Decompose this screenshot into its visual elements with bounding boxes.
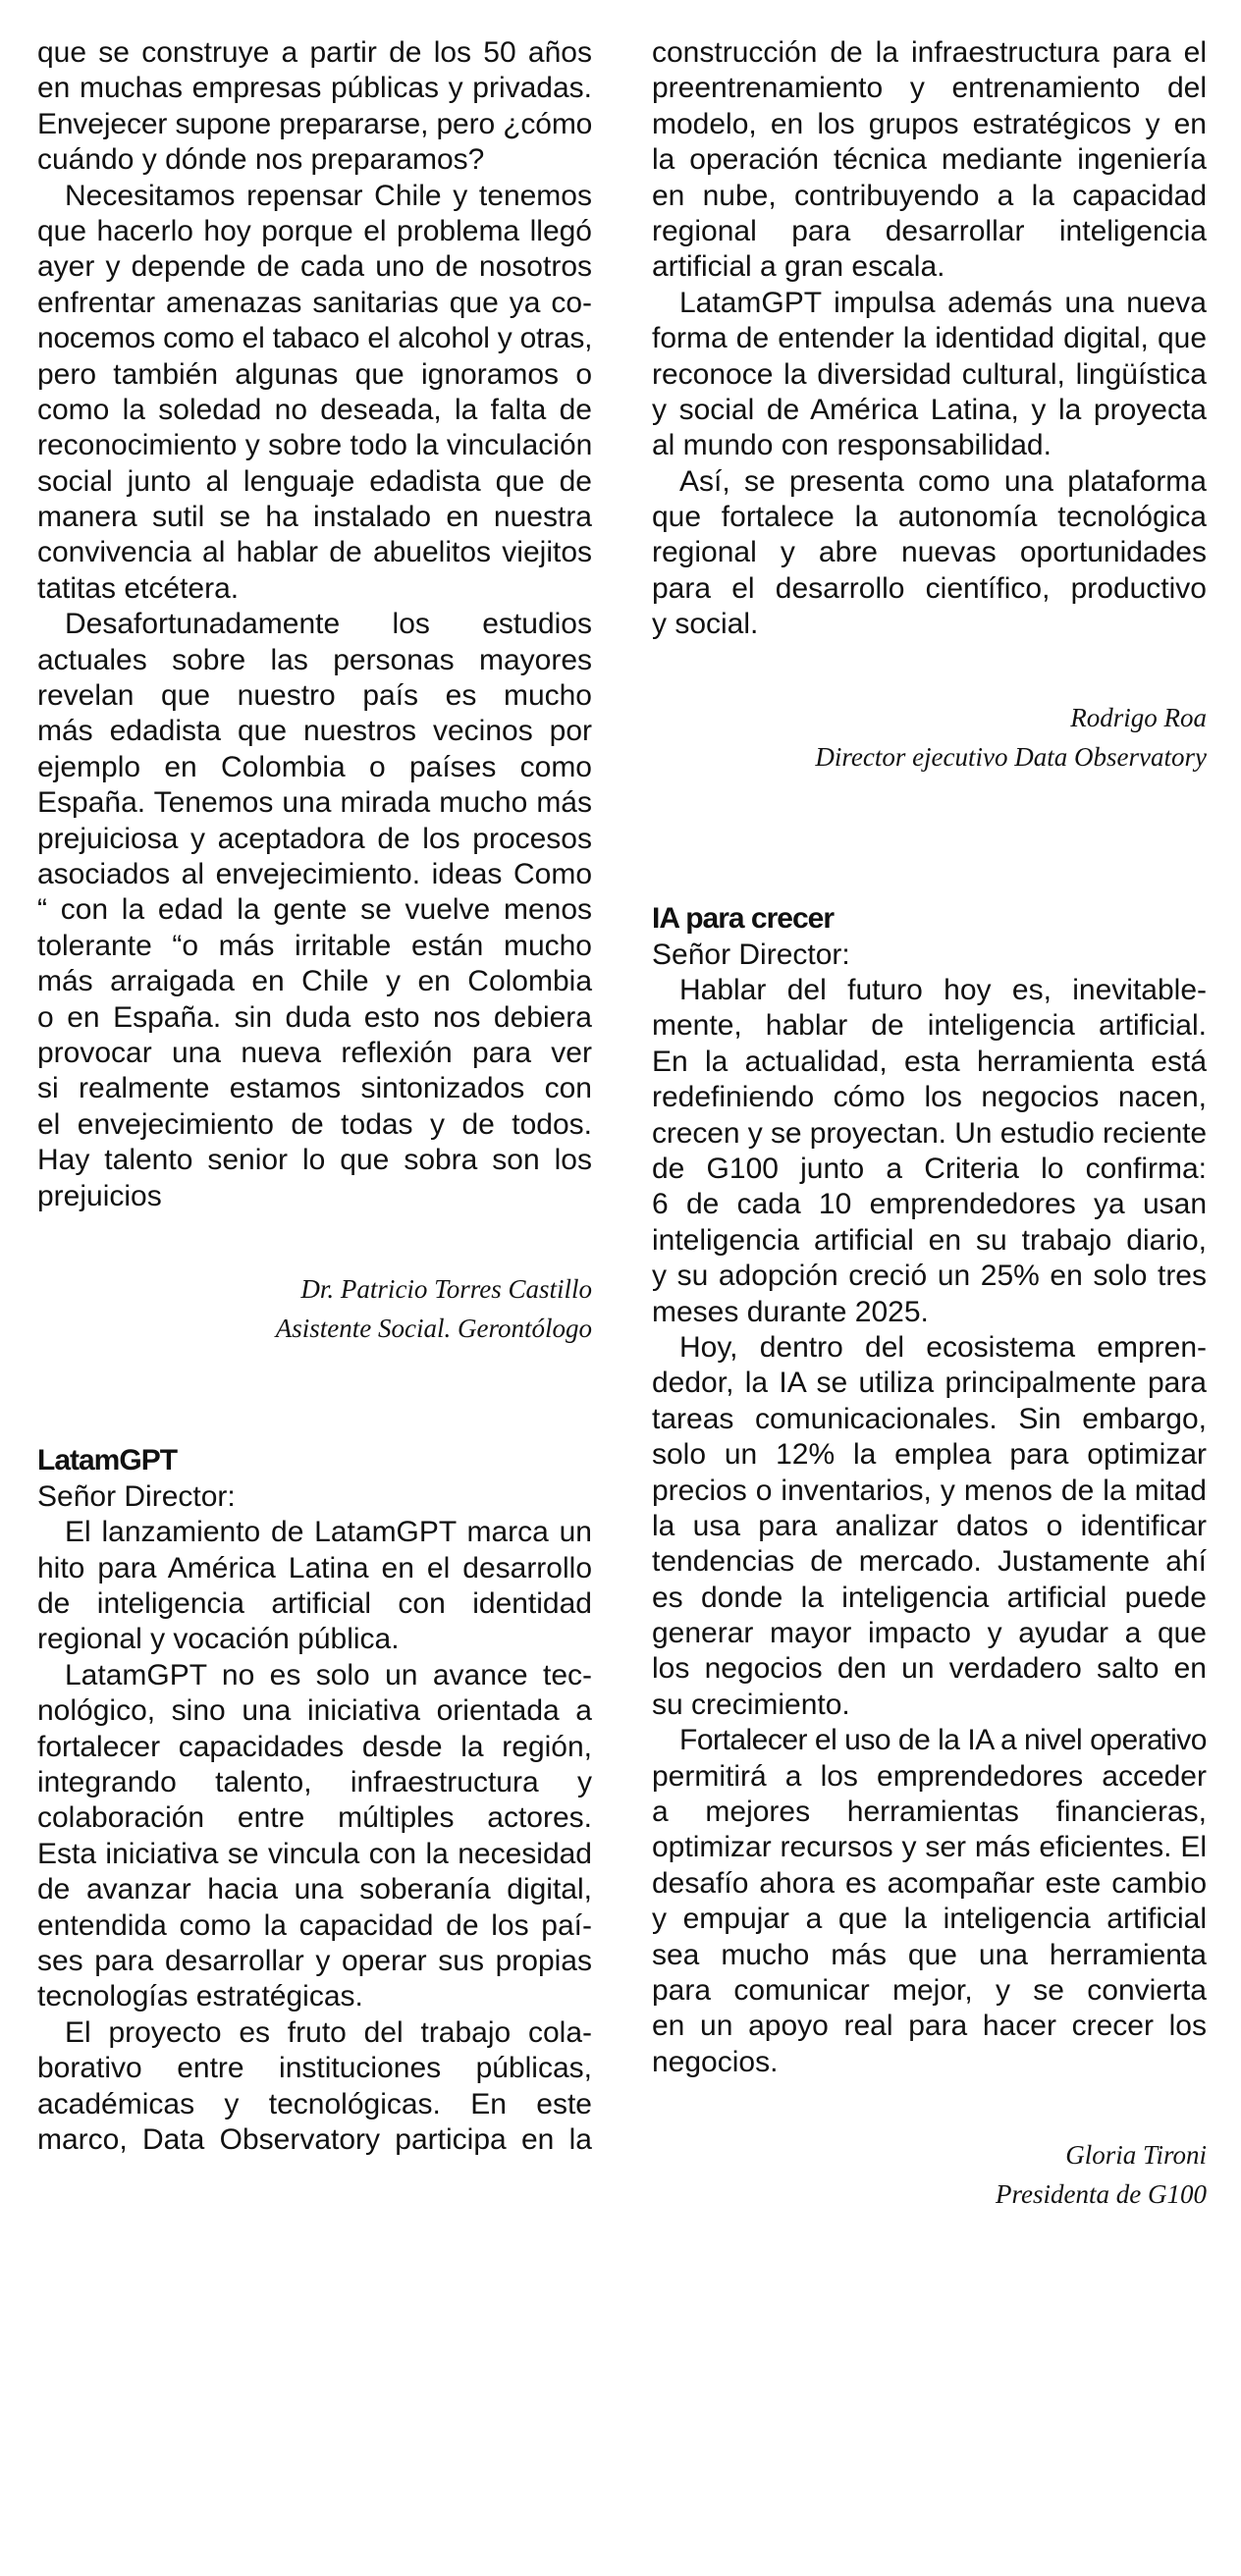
text-line: de G100 junto a Criteria lo confirma: — [652, 1152, 1207, 1185]
text-line: si realmente estamos sintonizados con — [37, 1072, 592, 1105]
text-line: Así, se presenta como una plataforma — [679, 464, 1207, 498]
letter-heading: LatamGPT — [37, 1443, 178, 1476]
text-line: El proyecto es fruto del trabajo cola- — [65, 2015, 592, 2049]
text-line: de avanzar hacia una soberanía digital, — [37, 1873, 592, 1906]
letter-3-paragraph-2 — [652, 1330, 1207, 1723]
text-line: su crecimiento. — [652, 1688, 850, 1721]
text-line: nocemos como el tabaco el alcohol y otras, — [37, 322, 593, 355]
text-line: negocios. — [652, 2045, 779, 2078]
text-line: enfrentar amenazas sanitarias que ya co- — [37, 286, 592, 319]
text-line: borativo entre instituciones públicas, — [37, 2052, 592, 2085]
text-line: sea mucho más que una herramienta — [652, 1938, 1207, 1971]
text-line: en un apoyo real para hacer crecer los — [652, 2010, 1207, 2043]
letter-2-paragraph-5 — [652, 464, 1207, 643]
text-line: colaboración entre múltiples actores. — [37, 1801, 592, 1835]
text-line: Necesitamos repensar Chile y tenemos — [65, 179, 592, 212]
text-line: 6 de cada 10 emprendedores ya usan — [652, 1188, 1207, 1221]
text-line: y social de América Latina, y la proyecta — [652, 393, 1207, 426]
text-line: tareas comunicacionales. Sin embargo, — [652, 1402, 1207, 1435]
text-line: la operación técnica mediante ingeniería — [652, 143, 1207, 177]
letter-greeting: Señor Director: — [37, 1479, 236, 1513]
text-line: “ con la edad la gente se vuelve menos — [37, 893, 592, 927]
letter-2-paragraph-2 — [37, 1658, 592, 2015]
text-line: más arraigada en Chile y en Colombia — [37, 965, 592, 998]
text-line: el envejecimiento de todas y de todos. — [37, 1107, 592, 1141]
text-line: manera sutil se ha instalado en nuestra — [37, 501, 592, 534]
signature-name: Rodrigo Roa — [1070, 702, 1207, 732]
text-line: actuales sobre las personas mayores — [37, 643, 592, 676]
text-line: para comunicar mejor, y se convierta — [652, 1973, 1207, 2007]
letter-heading: IA para crecer — [652, 901, 835, 935]
text-line: modelo, en los grupos estratégicos y en — [652, 107, 1207, 140]
text-line: fortalecer capacidades desde la región, — [37, 1730, 592, 1763]
text-line: Hablar del futuro hoy es, inevitable- — [679, 974, 1207, 1007]
text-line: redefiniendo cómo los negocios nacen, — [652, 1081, 1207, 1114]
text-line: solo un 12% la emplea para optimizar — [652, 1438, 1207, 1472]
text-line: que se construye a partir de los 50 años — [37, 36, 592, 69]
text-line: académicas y tecnológicas. En este — [37, 2087, 592, 2120]
left-column — [37, 0, 592, 2158]
text-line: pero también algunas que ignoramos o — [37, 357, 592, 391]
text-line: cuándo y dónde nos preparamos? — [37, 143, 485, 177]
text-line: generar mayor impacto y ayudar a que — [652, 1617, 1207, 1650]
text-line: LatamGPT no es solo un avance tec- — [65, 1658, 592, 1691]
letter-greeting: Señor Director: — [652, 938, 850, 971]
letter-1-paragraph-2 — [37, 179, 592, 608]
text-line: convivencia al hablar de abuelitos viejitos — [37, 536, 592, 569]
text-line: tecnologías estratégicas. — [37, 1980, 363, 2013]
text-line: integrando talento, infraestructura y — [37, 1766, 592, 1799]
text-line: reconoce la diversidad cultural, lingüística — [652, 357, 1207, 391]
text-line: hito para América Latina en el desarrollo — [37, 1551, 592, 1584]
text-line: meses durante 2025. — [652, 1295, 929, 1328]
text-line: España. Tenemos una mirada mucho más — [37, 786, 592, 820]
text-line: mente, hablar de inteligencia artificial. — [652, 1009, 1207, 1043]
text-line: desafío ahora es acompañar este cambio — [652, 1866, 1207, 1900]
text-line: forma de entender la identidad digital, que — [652, 322, 1207, 355]
text-line: optimizar recursos y ser más eficientes. El — [652, 1831, 1207, 1864]
text-line: para el desarrollo científico, productivo — [652, 571, 1207, 605]
text-line: prejuiciosa y aceptadora de los procesos — [37, 822, 592, 855]
text-line: y social. — [652, 608, 759, 641]
text-line: preentrenamiento y entrenamiento del — [652, 72, 1207, 105]
text-line: de inteligencia artificial con identidad — [37, 1587, 592, 1621]
text-line: reconocimiento y sobre todo la vinculación — [37, 429, 593, 462]
text-line: los negocios den un verdadero salto en — [652, 1652, 1207, 1686]
text-line: ayer y depende de cada uno de nosotros — [37, 250, 592, 284]
text-line: Desafortunadamente los estudios — [65, 608, 592, 641]
text-line: Envejecer supone prepararse, pero ¿cómo — [37, 107, 593, 140]
text-line: inteligencia artificial en su trabajo diario, — [652, 1223, 1207, 1257]
text-line: permitirá a los emprendedores acceder — [652, 1759, 1207, 1793]
text-line: la usa para analizar datos o identificar — [652, 1509, 1207, 1542]
text-line: en nube, contribuyendo a la capacidad — [652, 179, 1207, 212]
text-line: Hoy, dentro del ecosistema empren- — [679, 1330, 1207, 1364]
text-line: revelan que nuestro país es mucho — [37, 679, 592, 713]
text-line: asociados al envejecimiento. ideas Como — [37, 857, 592, 890]
text-line: marco, Data Observatory participa en la — [37, 2122, 592, 2156]
text-line: y empujar a que la inteligencia artificial — [652, 1903, 1207, 1936]
text-line: a mejores herramientas financieras, — [652, 1796, 1207, 1829]
signature-title: Presidenta de G100 — [996, 2179, 1207, 2210]
text-line: crecen y se proyectan. Un estudio reciente — [652, 1116, 1207, 1150]
signature-title: Director ejecutivo Data Observatory — [815, 741, 1207, 772]
signature-name: Gloria Tironi — [1065, 2140, 1207, 2171]
text-line: artificial a gran escala. — [652, 250, 945, 284]
text-line: como la soledad no deseada, la falta de — [37, 393, 592, 426]
text-line: que fortalece la autonomía tecnológica — [652, 501, 1207, 534]
text-line: tatitas etcétera. — [37, 571, 240, 605]
text-line: es donde la inteligencia artificial puede — [652, 1581, 1207, 1614]
text-line: Fortalecer el uso de la IA a nivel operativo — [679, 1724, 1207, 1757]
text-line: social junto al lenguaje edadista que de — [37, 464, 592, 498]
letter-2-continuation — [652, 35, 1207, 286]
signature-name: Dr. Patricio Torres Castillo — [300, 1273, 592, 1304]
text-line: o en España. sin duda esto nos debiera — [37, 1000, 592, 1034]
text-line: precios o inventarios, y menos de la mitad — [652, 1474, 1207, 1507]
text-line: tolerante “o más irritable están mucho — [37, 929, 592, 962]
letter-3-paragraph-3 — [652, 1723, 1207, 2080]
letter-2-paragraph-4 — [652, 286, 1207, 464]
text-line: más edadista que nuestros vecinos por — [37, 715, 592, 748]
text-line: construcción de la infraestructura para el — [652, 36, 1207, 69]
text-line: Hay talento senior lo que sobra son los — [37, 1144, 592, 1177]
text-line: El lanzamiento de LatamGPT marca un — [65, 1516, 592, 1549]
text-line: Esta iniciativa se vincula con la necesidad — [37, 1837, 592, 1870]
text-line: regional para desarrollar inteligencia — [652, 214, 1207, 247]
text-line: dedor, la IA se utiliza principalmente para — [652, 1367, 1207, 1400]
text-line: regional y vocación pública. — [37, 1623, 400, 1656]
text-line: tendencias de mercado. Justamente ahí — [652, 1545, 1207, 1579]
text-line: ejemplo en Colombia o países como — [37, 750, 592, 783]
letter-2-paragraph-3 — [37, 2015, 592, 2159]
text-line: LatamGPT impulsa además una nueva — [679, 286, 1207, 319]
text-line: prejuicios — [37, 1179, 162, 1212]
text-line: al mundo con responsabilidad. — [652, 429, 1052, 462]
text-line: En la actualidad, esta herramienta está — [652, 1045, 1207, 1078]
right-column — [652, 0, 1207, 2214]
text-line: que hacerlo hoy porque el problema llegó — [37, 214, 592, 247]
text-line: en muchas empresas públicas y privadas. — [37, 72, 592, 105]
text-line: nológico, sino una iniciativa orientada a — [37, 1694, 592, 1728]
signature-title: Asistente Social. Gerontólogo — [275, 1313, 592, 1343]
text-line: y su adopción creció un 25% en solo tres — [652, 1260, 1207, 1293]
text-line: entendida como la capacidad de los paí- — [37, 1908, 592, 1942]
letter-1-paragraph-3 — [37, 607, 592, 1214]
letter-3-paragraph-1 — [652, 973, 1207, 1330]
letter-2-paragraph-1 — [37, 1515, 592, 1658]
letter-1-intro — [37, 35, 592, 179]
text-line: provocar una nueva reflexión para ver — [37, 1036, 592, 1069]
text-line: regional y abre nuevas oportunidades — [652, 536, 1207, 569]
text-line: ses para desarrollar y operar sus propias — [37, 1944, 592, 1977]
